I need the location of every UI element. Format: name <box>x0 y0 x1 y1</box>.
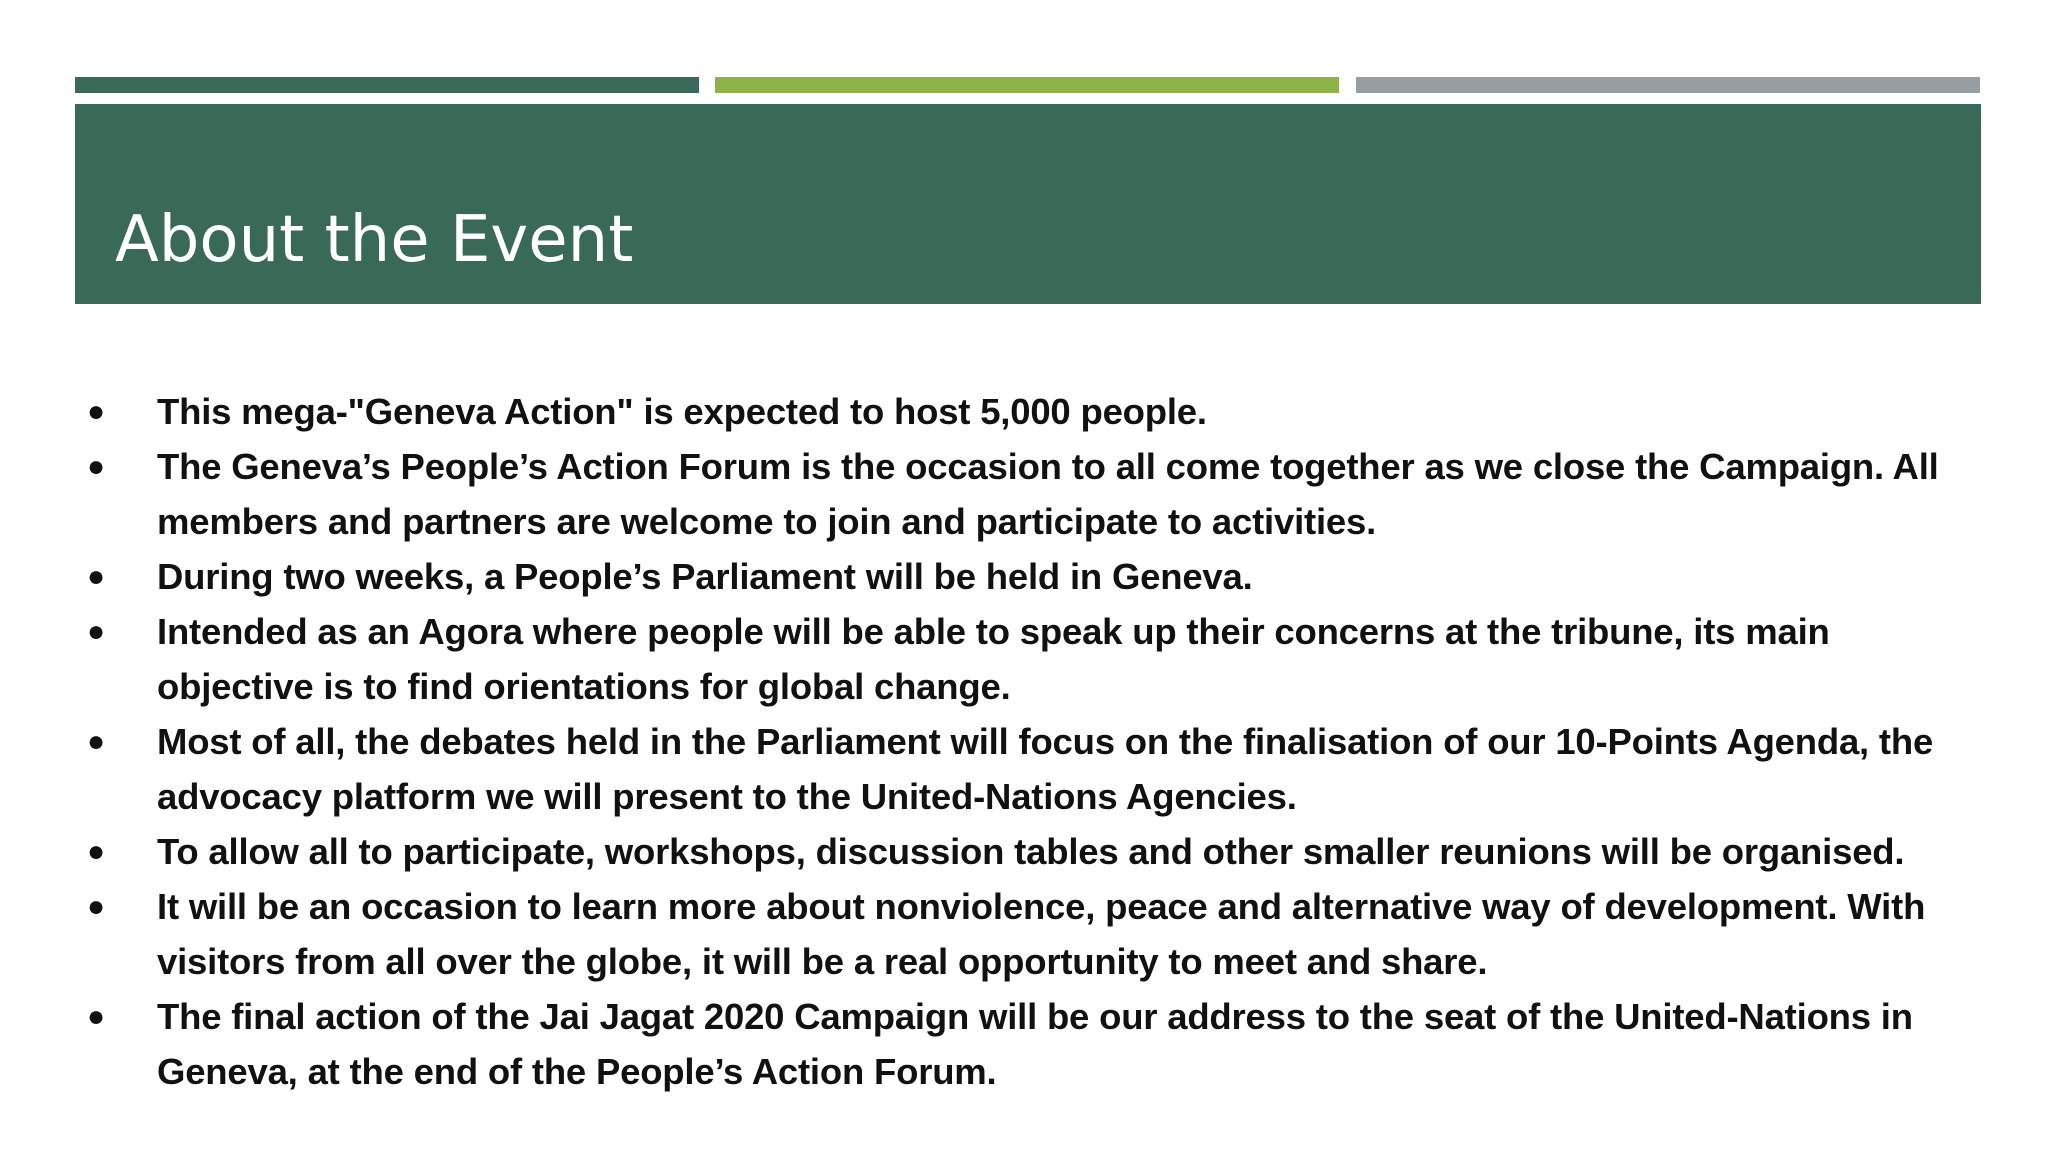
bullet-dot-icon: ● <box>87 835 106 868</box>
bullet-dot-icon: ● <box>87 560 106 593</box>
bullet-text: The Geneva’s People’s Action Forum is the occasion to all come together as we close the Campaign. All members and partners are welcome to join and participate to activities. <box>157 446 1939 542</box>
bullet-text: Most of all, the debates held in the Parliament will focus on the finalisation of our 10-Points Agenda, the advocacy platform we will present to the United-Nations Agencies. <box>157 721 1934 817</box>
title-band <box>75 104 1981 304</box>
bullet-item <box>78 879 1988 989</box>
bullet-item <box>78 604 1988 714</box>
bullet-dot-icon: ● <box>87 450 106 483</box>
bullet-dot-icon: ● <box>87 615 106 648</box>
bullet-text: To allow all to participate, workshops, discussion tables and other smaller reunions will be organised. <box>157 831 1905 872</box>
bullet-text: During two weeks, a People’s Parliament will be held in Geneva. <box>157 556 1253 597</box>
bullet-text: The final action of the Jai Jagat 2020 Campaign will be our address to the seat of the United-Nations in Geneva, at the end of the People’s Action Forum. <box>157 996 1913 1092</box>
bullet-list <box>78 384 1988 1099</box>
bullet-item <box>78 439 1988 549</box>
bullet-item <box>78 714 1988 824</box>
bullet-text: This mega-"Geneva Action" is expected to host 5,000 people. <box>157 391 1207 432</box>
bullet-dot-icon: ● <box>87 725 106 758</box>
bullet-item <box>78 989 1988 1099</box>
accent-bar-grey <box>1356 77 1980 93</box>
bullet-item <box>78 549 1988 604</box>
bullet-dot-icon: ● <box>87 1000 106 1033</box>
accent-bar-light-green <box>715 77 1339 93</box>
accent-bar-dark-green <box>75 77 699 93</box>
bullet-text: Intended as an Agora where people will be able to speak up their concerns at the tribune, its main objective is to find orientations for global change. <box>157 611 1830 707</box>
bullet-item <box>78 824 1988 879</box>
bullet-item <box>78 384 1988 439</box>
bullet-dot-icon: ● <box>87 890 106 923</box>
slide-title: About the Event <box>115 203 634 277</box>
bullet-text: It will be an occasion to learn more about nonviolence, peace and alternative way of development. With visitors from all over the globe, it will be a real opportunity to meet and share. <box>157 886 1926 982</box>
bullet-dot-icon: ● <box>87 395 106 428</box>
